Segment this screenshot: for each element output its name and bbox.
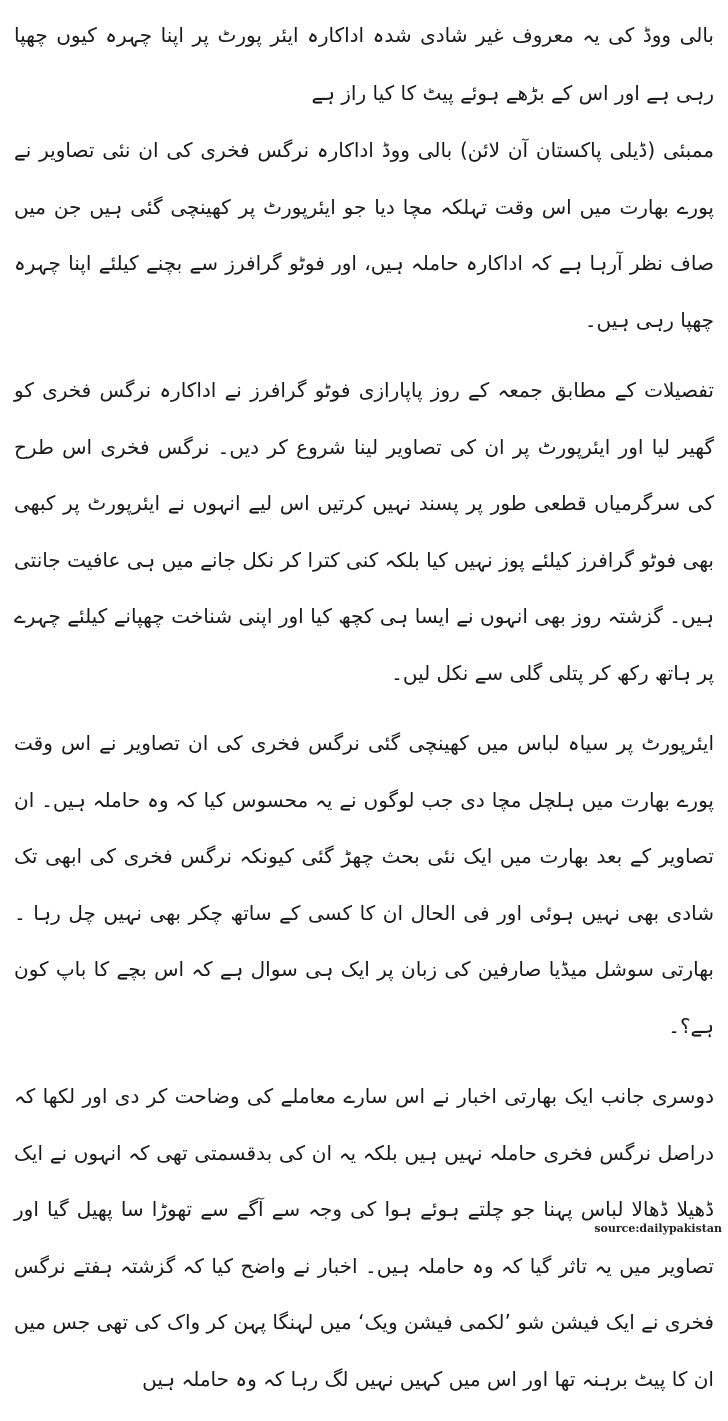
article-paragraph-1: ممبئی (ڈیلی پاکستان آن لائن) بالی ووڈ اداکارہ نرگس فخری کی ان نئی تصاویر نے پورے بھارت میں اس وقت تہلکہ مچا دیا جو ایئرپورٹ پر کھینچی گئی ہیں جن میں صاف نظر آرہا ہے کہ اداکارہ حاملہ ہیں، اور فوٹو گرافرز سے بچنے کیلئے اپنا چہرہ چھپا رہی ہیں۔ — [14, 138, 714, 332]
article — [14, 6, 714, 1421]
article-paragraph-3: ایئرپورٹ پر سیاہ لباس میں کھینچی گئی نرگس فخری کی ان تصاویر نے اس وقت پورے بھارت میں ہلچل مچا دی جب لوگوں نے یہ محسوس کیا کہ وہ حاملہ ہیں۔ ان تصاویر کے بعد بھارت میں ایک نئی بحث چھڑ گئی کیونکہ نرگس فخری کی ابھی تک شادی بھی نہیں ہوئی اور فی الحال ان کا کسی کے ساتھ چکر بھی نہیں چل رہا ۔ بھارتی سوشل میڈیا صارفین کی زبان پر ایک ہی سوال ہے کہ اس بچے کا باپ کون ہے؟۔ — [14, 731, 714, 1038]
source-credit: source:dailypakistan — [594, 1222, 722, 1235]
article-paragraph-4: دوسری جانب ایک بھارتی اخبار نے اس سارے معاملے کی وضاحت کر دی اور لکھا کہ دراصل نرگس فخری حاملہ نہیں ہیں بلکہ یہ ان کی بدقسمتی تھی کہ انہوں نے ایک ڈھیلا ڈھالا لباس پہنا جو چلتے ہوئے ہوا کی وجہ سے آگے سے تھوڑا سا پھیل گیا اور تصاویر میں یہ تاثر گیا کہ وہ حاملہ ہیں۔ اخبار نے واضح کیا کہ گزشتہ ہفتے نرگس فخری نے ایک فیشن شو ’لکمی فیشن ویک‘ میں لہنگا پہن کر واک کی تھی جس میں ان کا پیٹ برہنہ تھا اور اس میں کہیں نہیں لگ رہا کہ وہ حاملہ ہیں — [14, 1084, 714, 1391]
article-headline: بالی ووڈ کی یہ معروف غیر شادی شدہ اداکارہ ایئر پورٹ پر اپنا چہرہ کیوں چھپا رہی ہے اور اس کے بڑھے ہوئے پیٹ کا کیا راز ہے — [14, 23, 714, 105]
article-paragraph-2: تفصیلات کے مطابق جمعہ کے روز پاپارازی فوٹو گرافرز نے اداکارہ نرگس فخری کو گھیر لیا اور ایئرپورٹ پر ان کی تصاویر لینا شروع کر دیں۔ نرگس فخری اس طرح کی سرگرمیاں قطعی طور پر پسند نہیں کرتیں اس لیے انہوں نے ایئرپورٹ پر کبھی بھی فوٹو گرافرز کیلئے پوز نہیں کیا بلکہ کنی کترا کر نکل جانے میں ہی عافیت جانتی ہیں۔ گزشتہ روز بھی انہوں نے ایسا ہی کچھ کیا اور اپنی شناخت چھپانے کیلئے چہرے پر ہاتھ رکھ کر پتلی گلی سے نکل لیں۔ — [14, 378, 714, 685]
